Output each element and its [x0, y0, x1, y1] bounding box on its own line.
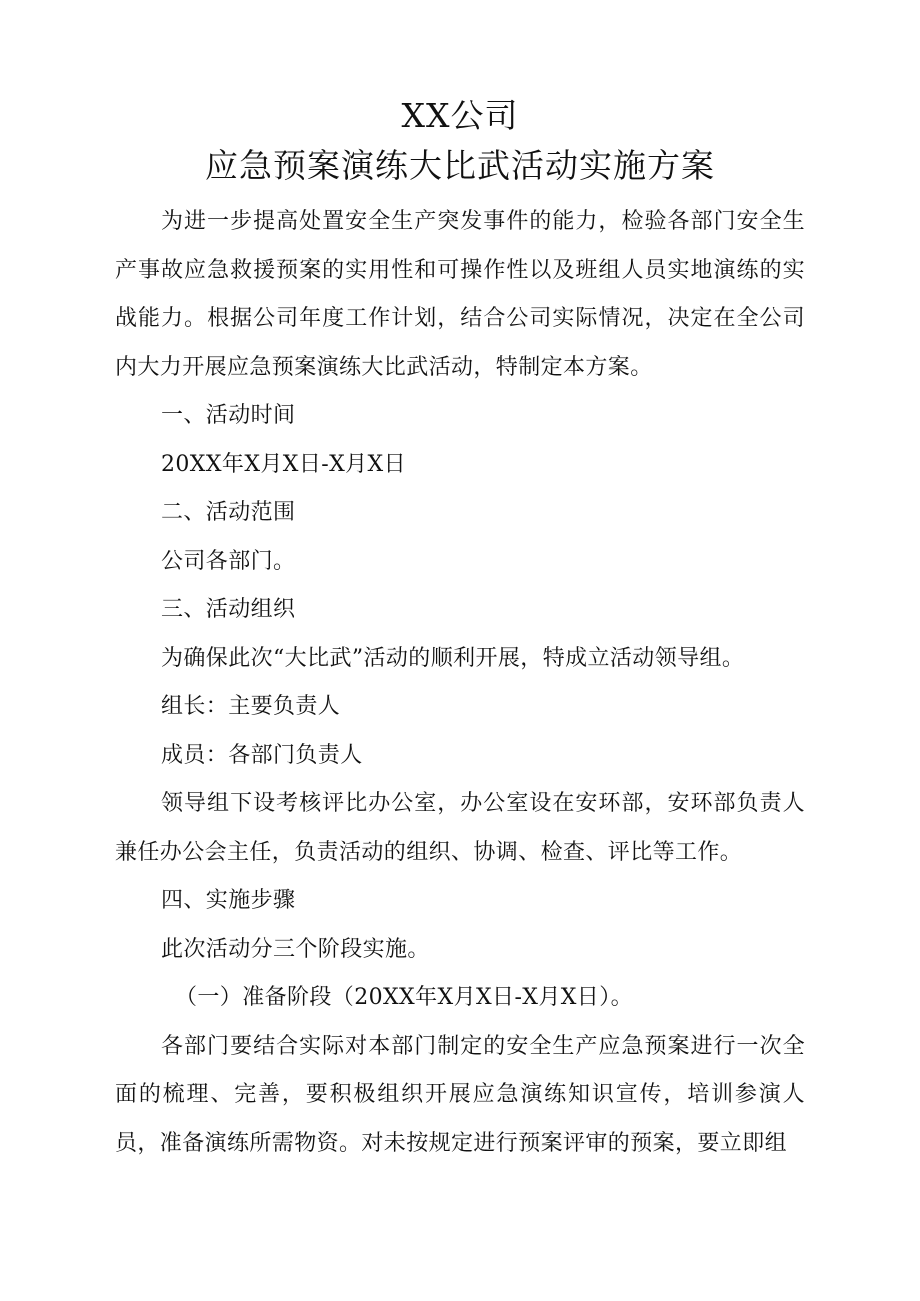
activity-time-text: 20XX年X月X日-X月X日 [161, 451, 407, 477]
phases-intro-text: 此次活动分三个阶段实施。 [161, 936, 430, 962]
group-members-text: 成员：各部门负责人 [161, 742, 363, 768]
section-heading-organization: 三、活动组织 [161, 597, 296, 622]
section-heading-steps: 四、实施步骤 [161, 888, 296, 913]
phase-one-paragraph: 各部门要结合实际对本部门制定的安全生产应急预案进行一次全面的梳理、完善，要积极组织开展应急演练知识宣传，培训参演人员，准备演练所需物资。对未按规定进行预案评审的预案，要立即组 [115, 1033, 805, 1156]
document-body [115, 198, 805, 1168]
activity-scope-text: 公司各部门。 [161, 548, 296, 574]
intro-paragraph: 为进一步提高处置安全生产突发事件的能力，检验各部门安全生产事故应急救援预案的实用性和可操作性以及班组人员实地演练的实战能力。根据公司年度工作计划，结合公司实际情况，决定在全公司内大力开展应急预案演练大比武活动，特制定本方案。 [115, 209, 805, 380]
phase-one-heading: （一）准备阶段（20XX年X月X日-X月X日）。 [175, 985, 634, 1010]
office-setup-paragraph: 领导组下设考核评比办公室，办公室设在安环部，安环部负责人兼任办公会主任，负责活动的组织、协调、检查、评比等工作。 [115, 791, 805, 865]
document-title-company: XX公司 [401, 96, 519, 135]
group-leader-text: 组长：主要负责人 [161, 694, 341, 719]
organization-intro-text: 为确保此次“大比武”活动的顺利开展，特成立活动领导组。 [161, 645, 745, 671]
document-title-plan: 应急预案演练大比武活动实施方案 [205, 146, 715, 185]
section-heading-scope: 二、活动范围 [161, 500, 296, 525]
section-heading-time: 一、活动时间 [161, 403, 296, 428]
